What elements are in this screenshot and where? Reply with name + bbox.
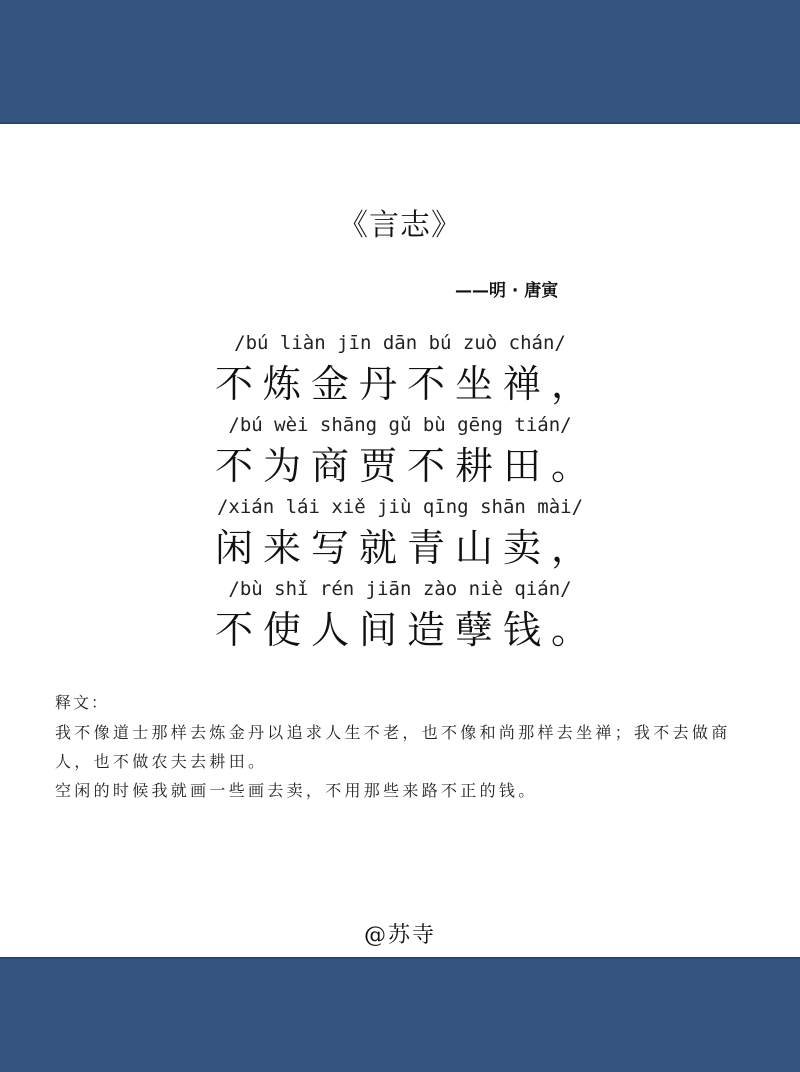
author-signature: @苏寺 [363, 923, 436, 948]
translation-text [55, 718, 765, 805]
pinyin-line-2: /bú wèi shāng gǔ bù gēng tián/ [228, 414, 572, 436]
verse-line-1: 不炼金丹不坐禅， [214, 362, 599, 406]
pinyin-line-1: /bú liàn jīn dān bú zuò chán/ [234, 332, 566, 354]
translation-label: 释文： [55, 693, 110, 712]
verse-line-3: 闲来写就青山卖， [214, 526, 599, 570]
verse-line-4: 不使人间造孽钱。 [214, 608, 599, 652]
verse-line-2: 不为商贾不耕田。 [214, 444, 599, 488]
poem-body [0, 328, 800, 656]
poem-author: ——明 · 唐寅 [455, 281, 559, 301]
pinyin-line-3: /xián lái xiě jiù qīng shān mài/ [216, 496, 584, 518]
translation-paragraph-2: 空闲的时候我就画一些画去卖，不用那些来路不正的钱。 [55, 781, 538, 800]
top-banner [0, 0, 800, 124]
bottom-banner [0, 957, 800, 1072]
pinyin-line-4: /bù shǐ rén jiān zào niè qián/ [228, 578, 572, 600]
translation-paragraph-1: 我不像道士那样去炼金丹以追求人生不老，也不像和尚那样去坐禅；我不去做商人，也不做农夫去耕田。 [55, 723, 731, 771]
poem-title: 《言志》 [338, 208, 462, 243]
